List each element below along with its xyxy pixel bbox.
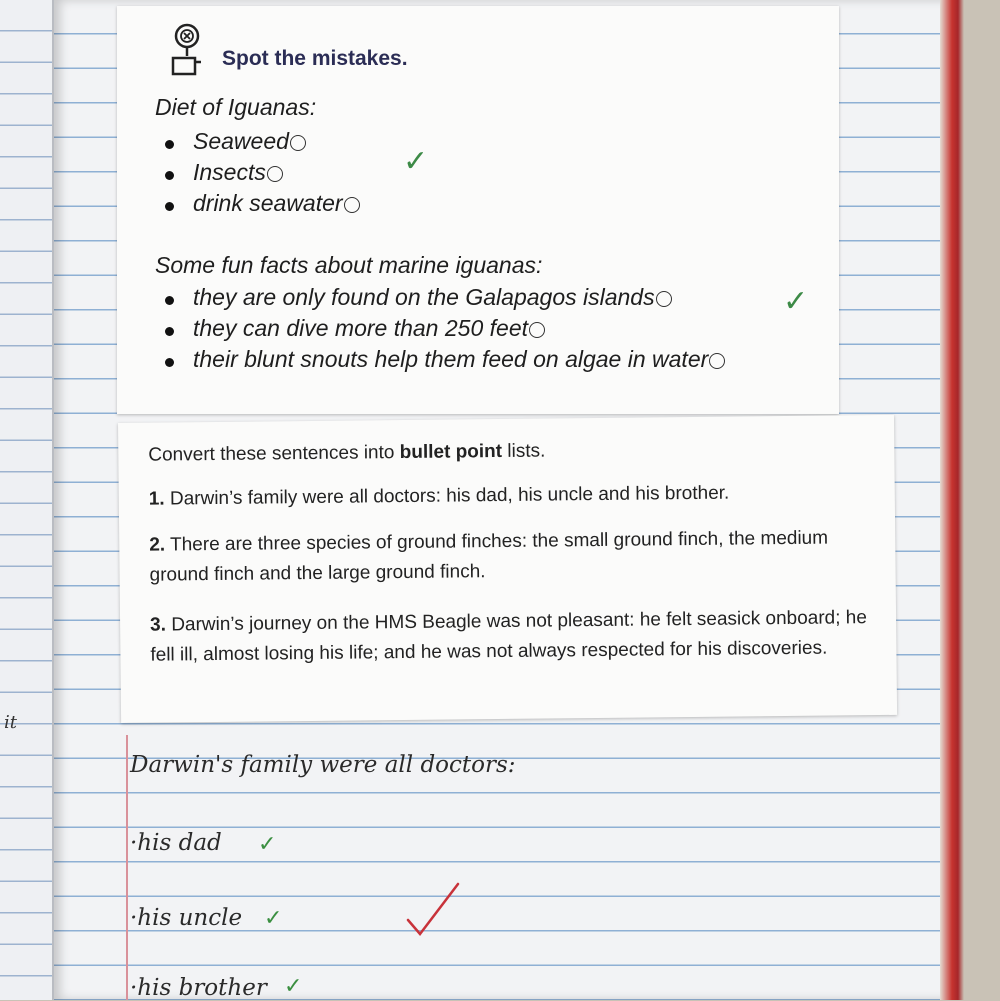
list-item: Insects xyxy=(161,159,360,190)
worksheet-title: Spot the mistakes. xyxy=(222,47,408,70)
worksheet-spot-the-mistakes xyxy=(117,6,839,414)
handwritten-item: ·his brother xyxy=(130,975,267,1001)
list-item: they can dive more than 250 feet xyxy=(161,315,725,346)
correction-circle-icon xyxy=(709,353,725,369)
correction-circle-icon xyxy=(267,166,283,182)
red-tick-icon xyxy=(404,880,464,940)
green-tick-icon: ✓ xyxy=(284,974,303,999)
green-tick-icon: ✓ xyxy=(403,144,429,179)
question-2: 2. There are three species of ground finches: the small ground finch, the medium ground finch and the large ground finch. xyxy=(149,527,829,586)
left-margin-note: it xyxy=(4,712,17,733)
handwritten-heading: Darwin's family were all doctors: xyxy=(130,752,516,778)
list-item: Seaweed xyxy=(161,128,360,159)
left-notebook-page xyxy=(0,0,54,1000)
instruction-text: Convert these sentences into bullet point lists. xyxy=(148,440,546,466)
worksheet-bullet-points xyxy=(118,415,897,723)
correction-circle-icon xyxy=(656,291,672,307)
handwritten-item: ·his uncle xyxy=(130,905,243,931)
green-tick-icon: ✓ xyxy=(264,906,283,931)
green-tick-icon: ✓ xyxy=(783,284,809,319)
correction-circle-icon xyxy=(529,322,545,338)
question-1: 1. Darwin’s family were all doctors: his dad, his uncle and his brother. xyxy=(148,482,730,510)
green-tick-icon: ✓ xyxy=(258,832,277,857)
list-item: their blunt snouts help them feed on algae in water xyxy=(161,346,725,377)
handwritten-item: ·his dad xyxy=(130,830,222,856)
magnifier-hand-icon xyxy=(165,22,205,82)
facts-list xyxy=(161,284,725,377)
question-3: 3. Darwin’s journey on the HMS Beagle was not pleasant: he felt seasick onboard; he fell ill, almost losing his life; and he was not always respected for his discoveries. xyxy=(150,607,868,666)
page-margin-line xyxy=(126,735,128,1000)
diet-heading: Diet of Iguanas: xyxy=(155,94,317,120)
facts-heading: Some fun facts about marine iguanas: xyxy=(155,252,543,278)
notebook-cover-edge xyxy=(940,0,1000,1000)
correction-circle-icon xyxy=(290,135,306,151)
list-item: they are only found on the Galapagos islands xyxy=(161,284,725,315)
diet-list xyxy=(161,128,360,221)
correction-circle-icon xyxy=(344,197,360,213)
list-item: drink seawater xyxy=(161,190,360,221)
